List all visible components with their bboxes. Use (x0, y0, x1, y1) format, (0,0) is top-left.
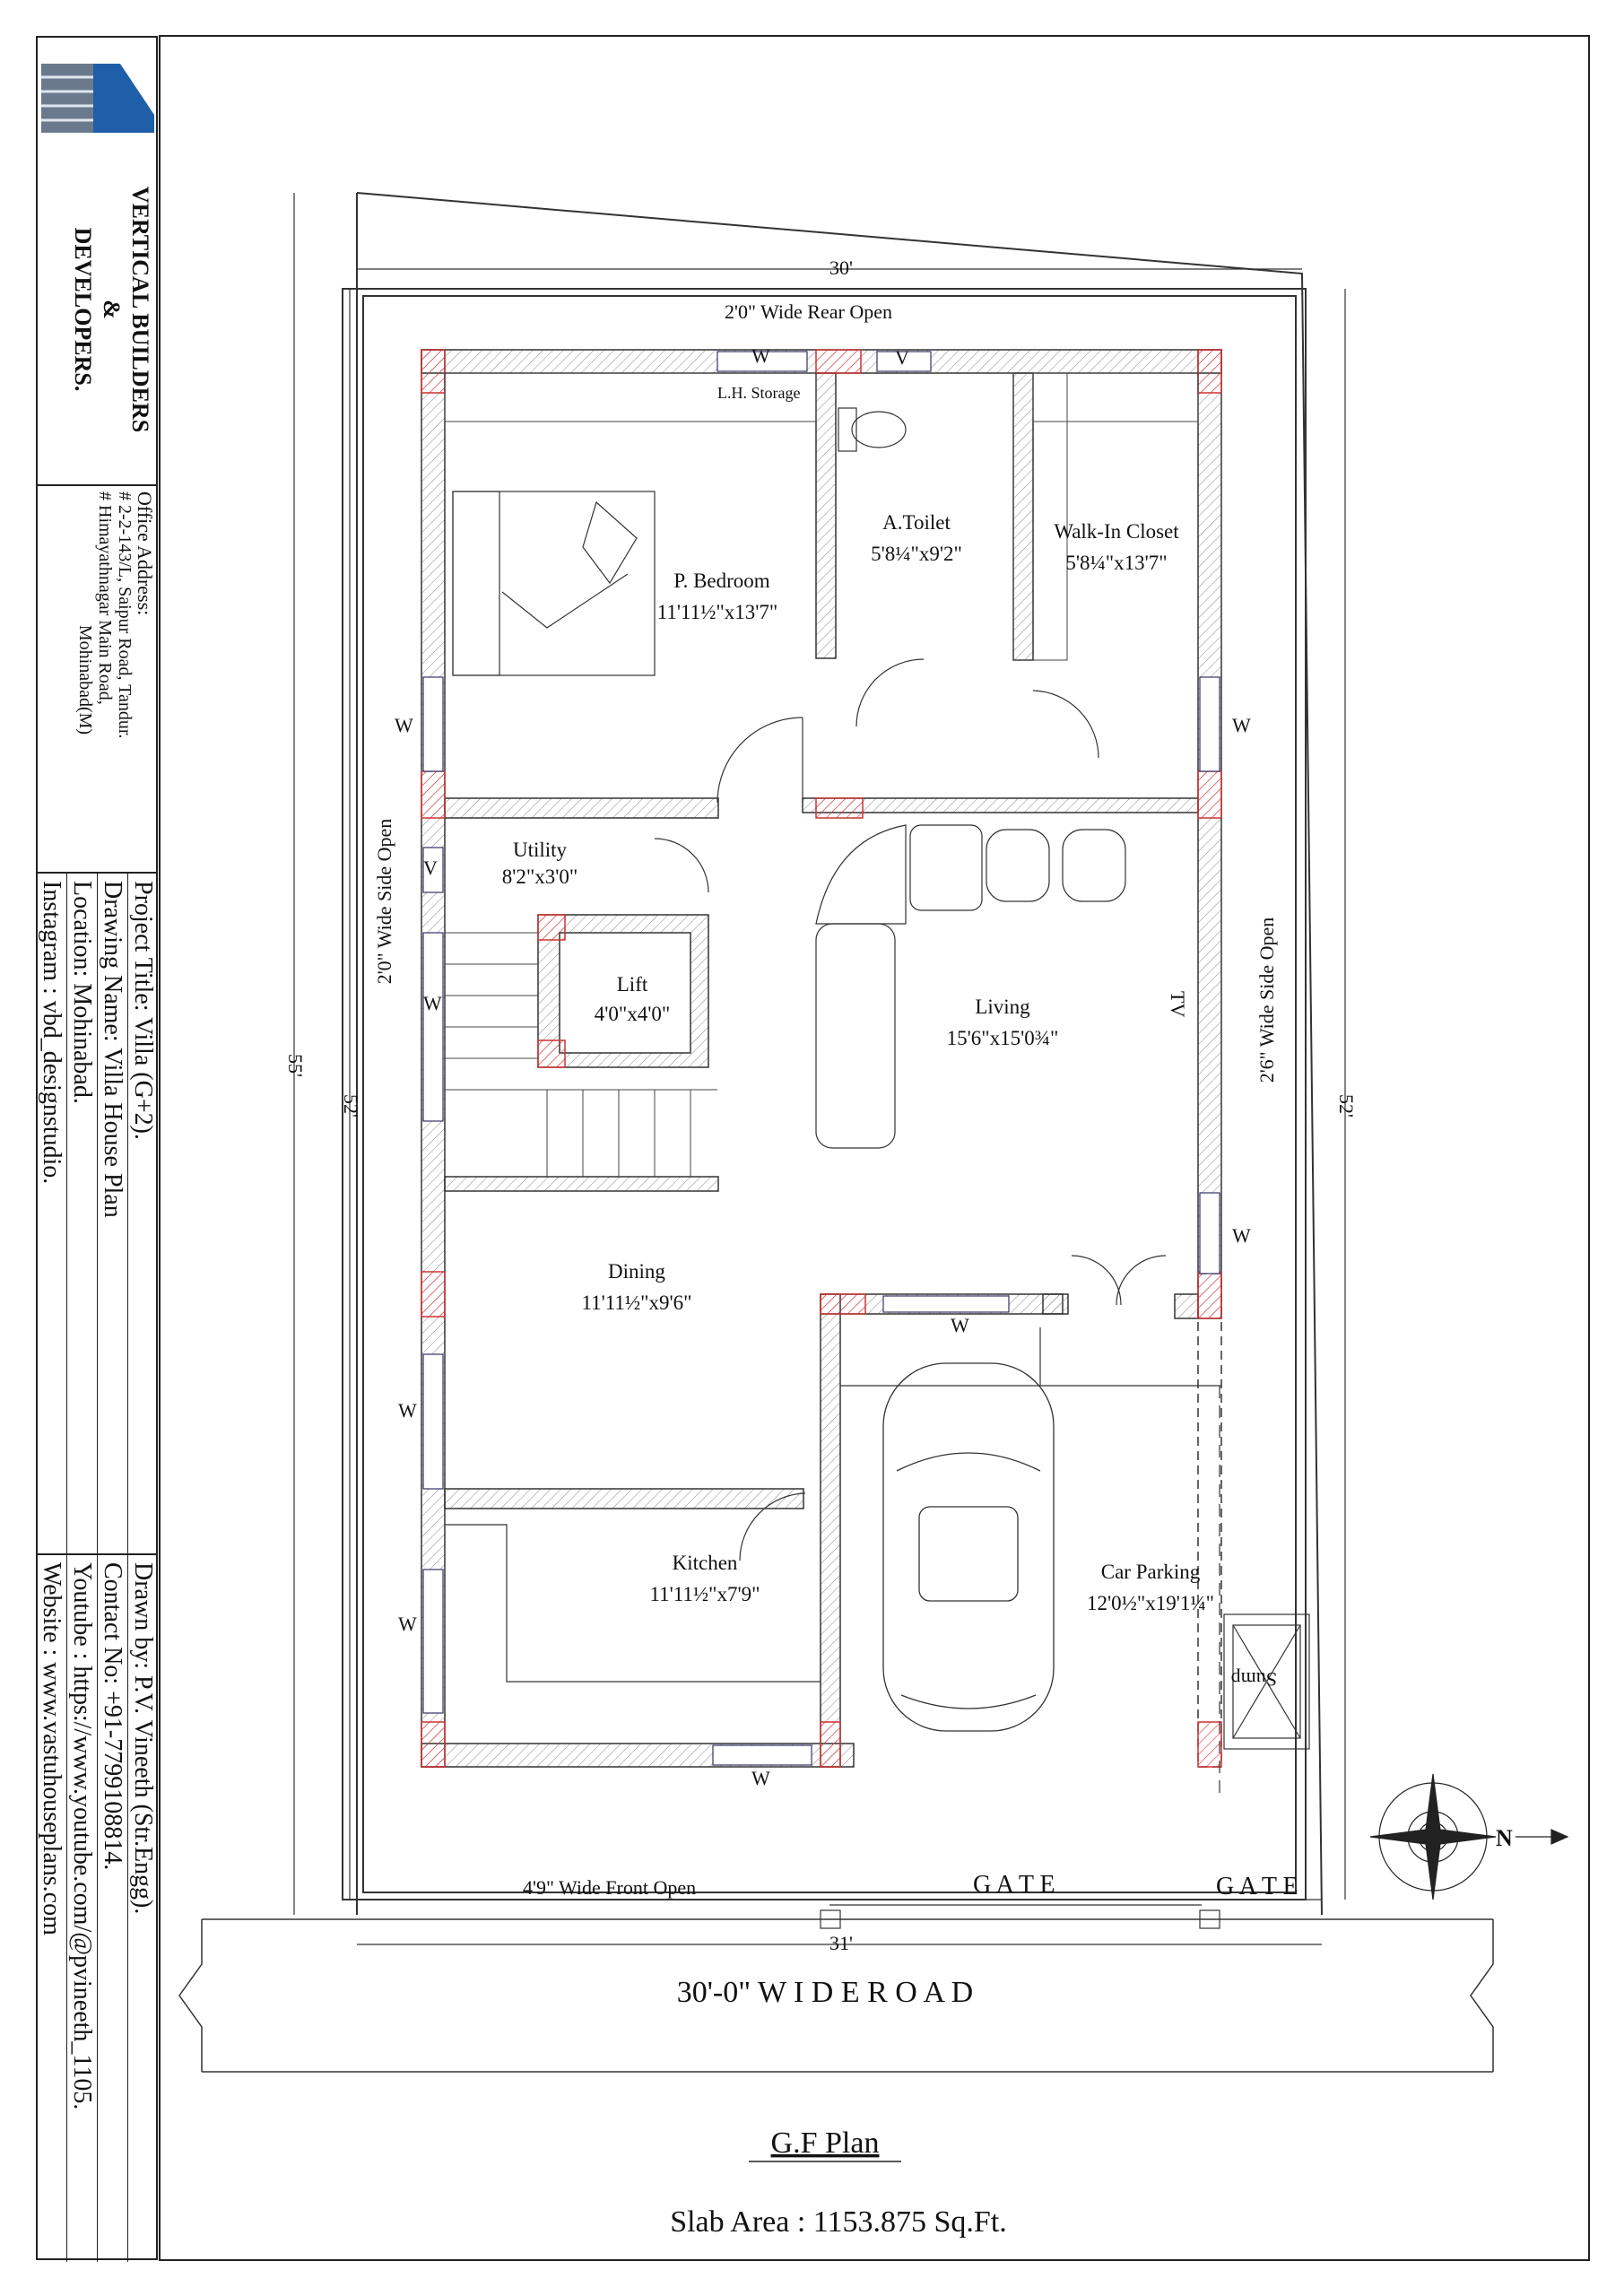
room-name-utility: Utility (512, 839, 568, 861)
window-label: W (398, 1613, 417, 1635)
ventilator-label: V (895, 346, 909, 369)
location: Location: Mohinabad. (68, 881, 96, 1104)
room-name-a-toilet: A.Toilet (882, 511, 951, 534)
north-compass-icon (1370, 1774, 1568, 1900)
sump-label: Sump (1230, 1668, 1277, 1691)
room-name-kitchen: Kitchen (672, 1552, 738, 1574)
sofa-set (816, 825, 1125, 1148)
gate-label-2: G A T E (1216, 1873, 1298, 1900)
room-name-lift: Lift (616, 973, 648, 996)
room-name-p-bedroom: P. Bedroom (673, 570, 770, 592)
front-open-label: 4'9" Wide Front Open (523, 1876, 697, 1899)
doors (655, 659, 1166, 1561)
slab-area: Slab Area : 1153.875 Sq.Ft. (670, 2205, 1007, 2239)
room-size-a-toilet: 5'8¼"x9'2" (871, 543, 962, 565)
dim-bottom-label: 31' (829, 1932, 853, 1954)
room-size-car-parking: 12'0½"x19'1¼" (1086, 1592, 1215, 1614)
dim-top-label: 30' (829, 257, 853, 279)
room-size-walk-in-closet: 5'8¼"x13'7" (1065, 552, 1168, 574)
gate-label-1: G A T E (973, 1871, 1055, 1899)
website-link: Website : www.vastuhouseplans.com (38, 1562, 65, 1935)
dim-right-label: 52' (1335, 1094, 1358, 1118)
window-label: W (1232, 714, 1251, 736)
contact-number: Contact No: +91-7799108814. (99, 1562, 126, 1871)
window-label: W (751, 1767, 770, 1789)
office-line2: # Himayathnagar Main Road, (95, 491, 115, 705)
room-size-dining: 11'11½"x9'6" (581, 1292, 692, 1314)
ventilator-label: V (423, 857, 438, 879)
youtube-link: Youtube : https://www.youtube.com/@pvineeth_1105. (68, 1562, 96, 2110)
room-name-dining: Dining (608, 1260, 665, 1283)
north-label: N (1496, 1825, 1513, 1851)
office-line3: Mohinabad(M) (75, 624, 95, 735)
room-size-living: 15'6"x15'0¾" (946, 1027, 1059, 1049)
drawn-by: Drawn by: P.V. Vineeth (Str.Engg). (129, 1562, 157, 1915)
rear-open-label: 2'0" Wide Rear Open (725, 300, 892, 323)
drawing-name: Drawing Name: Villa House Plan (99, 881, 126, 1218)
office-heading: Office Address: (134, 491, 156, 616)
kitchen-counter (445, 1525, 821, 1682)
instagram: Instagram : vbd_designstudio. (38, 881, 65, 1185)
dim-left-inner-label: 52' (340, 1094, 362, 1118)
plan-title: G.F Plan (770, 2126, 880, 2160)
window-label: W (423, 992, 442, 1014)
project-title: Project Title: Villa (G+2). (129, 881, 157, 1140)
window-label: W (398, 1399, 417, 1422)
left-open-label: 2'0" Wide Side Open (373, 818, 395, 985)
right-open-label: 2'6" Wide Side Open (1255, 917, 1278, 1083)
tv-label: TV (1167, 991, 1189, 1018)
lh-storage-label: L.H. Storage (717, 384, 801, 402)
road-label: 30'-0" W I D E R O A D (676, 1976, 974, 2009)
window-label: W (395, 714, 413, 736)
gates (821, 1900, 1322, 1928)
room-size-utility: 8'2"x3'0" (501, 865, 578, 888)
window-label: W (751, 344, 770, 367)
office-line1: # 2-2-143/L, Saipur Road, Tandur. (115, 491, 135, 739)
room-name-walk-in-closet: Walk-In Closet (1054, 520, 1179, 543)
room-name-car-parking: Car Parking (1100, 1561, 1201, 1583)
window-label: W (951, 1314, 969, 1336)
room-size-lift: 4'0"x4'0" (594, 1003, 671, 1025)
wc-fixture (838, 408, 906, 451)
room-size-kitchen: 11'11½"x7'9" (649, 1583, 760, 1605)
bed (453, 491, 655, 675)
car (883, 1363, 1054, 1731)
window-label: W (1232, 1224, 1251, 1247)
company-name-line2: & (99, 300, 125, 319)
dim-left-outer-label: 55' (284, 1054, 307, 1077)
room-name-living: Living (975, 996, 1030, 1018)
company-name-line3: DEVELOPERS. (70, 227, 96, 392)
company-name-line1: VERTICAL BUILDERS (127, 186, 153, 433)
room-size-p-bedroom: 11'11½"x13'7" (656, 601, 778, 623)
